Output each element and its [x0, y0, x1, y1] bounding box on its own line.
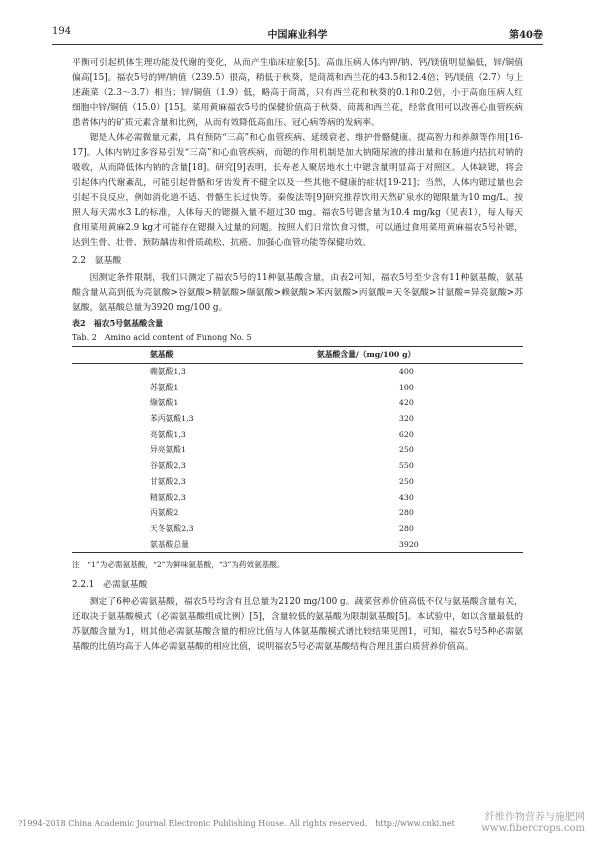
table-cell-value: 250 — [398, 476, 414, 486]
table-header-row — [72, 347, 523, 364]
volume-label: 第40卷 — [509, 30, 543, 41]
table-cell-name: 甘氨酸2,3 — [150, 476, 186, 486]
table-row — [72, 458, 523, 474]
journal-title: 中国麻业科学 — [267, 30, 328, 41]
table-note: 注 “1”为必需氨基酸，“2”为鲜味氨基酸，“3”为药效氨基酸。 — [72, 559, 285, 569]
table-row — [72, 395, 523, 411]
table-cell-name: 赖氨酸1,3 — [150, 367, 186, 377]
table-row — [72, 521, 523, 537]
watermark — [481, 812, 585, 834]
table-row — [72, 363, 523, 379]
running-header — [52, 26, 543, 42]
table-row — [72, 379, 523, 395]
table-cell-value: 400 — [398, 367, 414, 377]
table-cell-name: 苏氨酸1 — [150, 382, 179, 392]
table-cell-name: 苯丙氨酸1,3 — [150, 414, 194, 424]
table-cell-name: 缬氨酸1 — [150, 398, 179, 408]
table-row-total — [72, 536, 523, 552]
table-cell-name: 氨基酸总量 — [72, 536, 307, 552]
amino-acid-table — [72, 346, 523, 553]
watermark-title: 纤维作物营养与施肥网 — [485, 812, 585, 823]
table-row — [72, 505, 523, 521]
table-cell-name: 亮氨酸1,3 — [150, 429, 186, 439]
page-footer — [18, 812, 585, 834]
table-caption-cn: 表2 福农5号氨基酸含量 — [72, 318, 164, 328]
table-caption-en: Tab. 2 Amino acid content of Funong No. 5 — [72, 333, 252, 342]
table-cell-value: 320 — [398, 414, 414, 424]
table-cell-name: 谷氨酸2,3 — [150, 461, 186, 471]
table-header-amino-acid: 氨基酸 — [72, 347, 307, 364]
table-row — [72, 426, 523, 442]
table-header-content: 氨基酸含量/（mg/100 g） — [307, 347, 523, 364]
paragraph-amino-acids: 因测定条件限制，我们只测定了福农5号的11种氨基酸含量，由表2可知，福农5号至少含有11种氨基酸，氨基酸含量从高到低为亮氨酸>谷氨酸>精氨酸>缬氨酸>赖氨酸>苯丙氨酸>丙氨酸=天冬氨酸>甘氨酸=异亮氨酸>苏氨酸，氨基酸总量为3920 mg/100 g。 — [72, 273, 523, 313]
table-cell-name: 异亮氨酸1 — [150, 445, 187, 455]
table-cell-name: 天冬氨酸2,3 — [150, 523, 194, 533]
header-rule — [52, 44, 543, 45]
table-cell-name: 丙氨酸2 — [150, 508, 179, 518]
paragraph-strontium: 锶是人体必需微量元素，具有预防“三高”和心血管疾病、延缓衰老、维护骨骼健康、提高智力和养颜等作用[16-17]。人体内钠过多容易引发“三高”和心血管疾病，而锶的作用机制是加大钠随尿液的排出量和在肠道内拮抗对钠的吸收，从而降低体内钠的含量[18]。研究[9]表明，长寿老人聚居地水土中锶含量明显高于对照区。人体缺锶，将会引起体内代谢紊乱，可能引起骨骼和牙齿发育不健全以及一些其他不健康的症状[19-21]；当然，人体内锶过量也会引起不良反应，例如消化道不适、骨骼生长过快等。秦俊法等[9]研究推荐饮用天然矿泉水的锶限量为10 mg/L。按照人每天需水3 L的标准，人体每天的锶摄入量不超过30 mg。福农5号锶含量为10.4 mg/kg（见表1），每人每天食用菜用黄麻2.9 kg才可能存在锶摄入过量的问题。按照人们日常饮食习惯，可以通过食用菜用黄麻福农5号补锶，达到生骨、壮骨、预防龋齿和骨质疏松、抗癌、加强心血管功能等保健功效。 — [72, 133, 523, 248]
article-body — [72, 56, 523, 655]
watermark-url: www.fibercrops.com — [481, 823, 585, 834]
table-cell-value: 280 — [398, 508, 414, 518]
table-cell-value: 430 — [398, 492, 414, 502]
section-heading-amino-acids: 2.2 氨基酸 — [72, 256, 122, 266]
page-number: 194 — [52, 26, 72, 37]
table-row — [72, 489, 523, 505]
table-cell-value: 100 — [398, 382, 414, 392]
table-cell-value: 3920 — [307, 536, 523, 552]
table-cell-value: 250 — [398, 445, 414, 455]
table-row — [72, 442, 523, 458]
table-cell-value: 620 — [398, 429, 414, 439]
copyright-notice: ?1994-2018 China Academic Journal Electronic Publishing House. All rights reserved. http://www.cnki.net — [18, 819, 455, 828]
table-cell-value: 280 — [398, 523, 414, 533]
paragraph-mineral-ratio: 平衡可引起机体生理功能及代谢的变化，从而产生临床症象[5]。高血压病人体内钾/钠、钙/镁值明显偏低，锌/铜值偏高[15]。福农5号的钾/钠值（239.5）很高，稍低于秋葵，是茼蒿和西兰花的43.5和12.4倍；钙/镁值（2.7）与上述蔬菜（2.3～3.7）相当；锌/铜值（1.9）低，略高于茼蒿，只有西兰花和秋葵的0.1和0.2倍，小于高血压病人红细胞中锌/铜值（15.0）[15]。菜用黄麻福农5号的保健价值高于秋葵、茼蒿和西兰花，经常食用可以改善心血管疾病患者体内的矿质元素含量和比例，从而有效降低高血压、冠心病等病的发病率。 — [72, 58, 524, 128]
section-heading-essential-amino-acids: 2.2.1 必需氨基酸 — [72, 579, 148, 590]
table-cell-name: 精氨酸2,3 — [150, 492, 186, 502]
table-row — [72, 411, 523, 427]
table-cell-value: 420 — [398, 398, 414, 408]
table-cell-value: 550 — [398, 461, 414, 471]
table-row — [72, 474, 523, 490]
paragraph-essential-amino-acids: 测定了6种必需氨基酸，福农5号均含有且总量为2120 mg/100 g。蔬菜营养价值高低不仅与氨基酸含量有关，还取决于氨基酸模式（必需氨基酸组成比例）[5]，含量较低的氨基酸为限制氨基酸[5]。本试验中，如以含量最低的苏氨酸含量为1，则其他必需氨基酸含量的相应比值与人体氨基酸模式谱比较结果见图1，可知，福农5号5种必需氨基酸的比值均高于人体必需氨基酸的相应比值，说明福农5号必需氨基酸结构合理且蛋白质营养价值高。 — [72, 596, 523, 652]
